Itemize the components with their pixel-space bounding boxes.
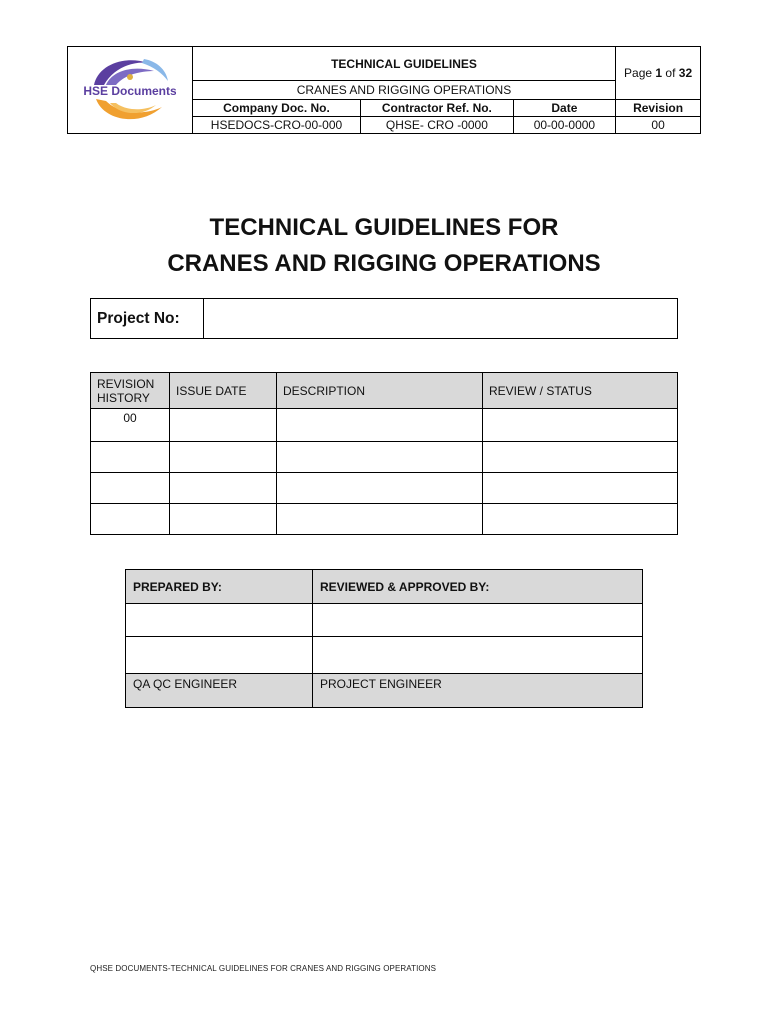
- page-of: of: [665, 66, 676, 80]
- approval-table: [125, 569, 643, 708]
- project-number-value[interactable]: [204, 299, 678, 339]
- col-revision-history: REVISION HISTORY: [91, 373, 170, 409]
- table-cell: [483, 473, 678, 504]
- project-number-box: [90, 298, 678, 339]
- page-current: 1: [655, 66, 663, 80]
- header-subtitle: CRANES AND RIGGING OPERATIONS: [192, 81, 615, 100]
- table-cell: [483, 409, 678, 442]
- contractor-ref-value: QHSE- CRO -0000: [361, 117, 513, 134]
- prepared-by-role: QA QC ENGINEER: [126, 674, 313, 708]
- page-indicator: [616, 47, 701, 100]
- table-cell: [483, 504, 678, 535]
- table-header-row: [126, 570, 643, 604]
- project-number-label: Project No:: [91, 299, 204, 339]
- table-cell: 00: [91, 409, 170, 442]
- date-label: Date: [513, 100, 616, 117]
- table-cell: [170, 409, 277, 442]
- reviewed-by-signature-cell[interactable]: [313, 637, 643, 674]
- table-row: [126, 637, 643, 674]
- company-doc-label: Company Doc. No.: [192, 100, 360, 117]
- header-title: TECHNICAL GUIDELINES: [192, 47, 615, 81]
- reviewed-by-name-cell[interactable]: [313, 604, 643, 637]
- reviewed-approved-header: REVIEWED & APPROVED BY:: [313, 570, 643, 604]
- revision-value: 00: [616, 117, 701, 134]
- table-cell: [91, 504, 170, 535]
- date-value: 00-00-0000: [513, 117, 616, 134]
- document-title-line2: CRANES AND RIGGING OPERATIONS: [167, 250, 601, 277]
- document-title: [0, 210, 768, 282]
- table-cell: [277, 504, 483, 535]
- table-cell: [170, 504, 277, 535]
- table-cell: [91, 442, 170, 473]
- hse-documents-logo: [84, 51, 176, 127]
- table-cell: [91, 473, 170, 504]
- contractor-ref-label: Contractor Ref. No.: [361, 100, 513, 117]
- table-row: [126, 674, 643, 708]
- table-row: [126, 604, 643, 637]
- col-review-status: REVIEW / STATUS: [483, 373, 678, 409]
- table-cell: [277, 409, 483, 442]
- col-issue-date: ISSUE DATE: [170, 373, 277, 409]
- page-total: 32: [678, 66, 693, 80]
- table-cell: [170, 473, 277, 504]
- table-cell: [170, 442, 277, 473]
- table-cell: [483, 442, 678, 473]
- table-cell: [277, 473, 483, 504]
- logo-cell: [68, 47, 193, 134]
- table-header-row: [91, 373, 678, 409]
- col-description: DESCRIPTION: [277, 373, 483, 409]
- table-row: [91, 442, 678, 473]
- table-row: [91, 409, 678, 442]
- prepared-by-signature-cell[interactable]: [126, 637, 313, 674]
- table-row: [91, 473, 678, 504]
- company-doc-value: HSEDOCS-CRO-00-000: [192, 117, 360, 134]
- page-footer: QHSE DOCUMENTS-TECHNICAL GUIDELINES FOR CRANES AND RIGGING OPERATIONS: [90, 964, 437, 973]
- document-title-line1: TECHNICAL GUIDELINES FOR: [209, 214, 559, 241]
- table-cell: [277, 442, 483, 473]
- revision-history-table: [90, 372, 678, 535]
- reviewed-by-role: PROJECT ENGINEER: [313, 674, 643, 708]
- revision-label: Revision: [616, 100, 701, 117]
- logo-text: HSE Documents: [83, 83, 176, 98]
- table-row: [91, 504, 678, 535]
- page-prefix: Page: [624, 66, 653, 80]
- prepared-by-name-cell[interactable]: [126, 604, 313, 637]
- document-header: [67, 46, 701, 134]
- prepared-by-header: PREPARED BY:: [126, 570, 313, 604]
